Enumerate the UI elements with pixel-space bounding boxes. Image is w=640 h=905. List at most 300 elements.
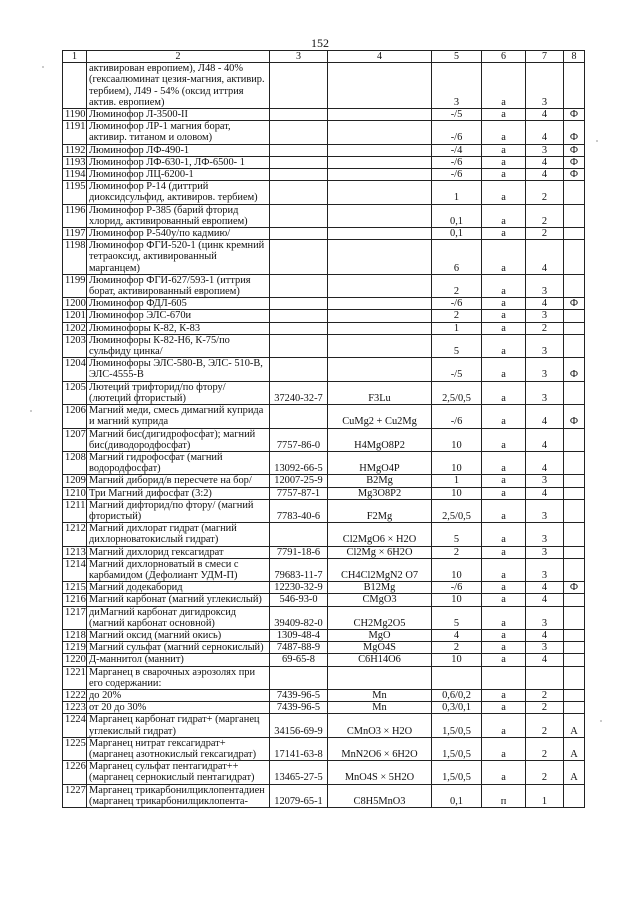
effect-cell bbox=[564, 642, 585, 654]
substance-name-cell: Магний дихлорид гексагидрат bbox=[87, 546, 270, 558]
limit-value-cell: 4 bbox=[432, 629, 482, 641]
hazard-class-cell: 4 bbox=[526, 240, 564, 275]
table-row bbox=[63, 487, 585, 499]
state-cell: a bbox=[482, 702, 526, 714]
effect-cell bbox=[564, 322, 585, 334]
cas-number-cell bbox=[270, 144, 328, 156]
row-number-cell: 1227 bbox=[63, 784, 87, 807]
substance-name-cell: Магний дихлорноватый в смеси с карбамидом (Дефолиант УДМ-П) bbox=[87, 558, 270, 581]
state-cell: a bbox=[482, 737, 526, 760]
row-number-cell: 1219 bbox=[63, 642, 87, 654]
hazard-class-cell: 1 bbox=[526, 784, 564, 807]
effect-cell bbox=[564, 487, 585, 499]
row-number-cell: 1205 bbox=[63, 381, 87, 404]
table-row bbox=[63, 274, 585, 297]
header-cell: 6 bbox=[482, 51, 526, 63]
table-row bbox=[63, 228, 585, 240]
limit-value-cell: 1,5/0,5 bbox=[432, 714, 482, 737]
cas-number-cell bbox=[270, 298, 328, 310]
substance-name-cell: Магний меди, смесь димагний куприда и магний куприда bbox=[87, 405, 270, 428]
limit-value-cell: 10 bbox=[432, 451, 482, 474]
state-cell: a bbox=[482, 558, 526, 581]
row-number-cell: 1209 bbox=[63, 475, 87, 487]
table-row bbox=[63, 428, 585, 451]
formula-cell: Mg3O8P2 bbox=[328, 487, 432, 499]
row-number-cell: 1225 bbox=[63, 737, 87, 760]
formula-cell: CH2Mg2O5 bbox=[328, 606, 432, 629]
cas-number-cell bbox=[270, 358, 328, 381]
limit-value-cell: 1 bbox=[432, 475, 482, 487]
row-number-cell: 1198 bbox=[63, 240, 87, 275]
row-number-cell: 1190 bbox=[63, 109, 87, 121]
limit-value-cell: 0,1 bbox=[432, 784, 482, 807]
substance-name-cell: Магний додекаборид bbox=[87, 582, 270, 594]
table-row bbox=[63, 499, 585, 522]
hazard-class-cell: 3 bbox=[526, 334, 564, 357]
hazard-class-cell: 3 bbox=[526, 381, 564, 404]
row-number-cell: 1215 bbox=[63, 582, 87, 594]
formula-cell: MnN2O6 × 6H2O bbox=[328, 737, 432, 760]
hazard-class-cell: 2 bbox=[526, 714, 564, 737]
table-row bbox=[63, 451, 585, 474]
hazard-class-cell: 4 bbox=[526, 654, 564, 666]
formula-cell: MgO4S bbox=[328, 642, 432, 654]
state-cell: a bbox=[482, 298, 526, 310]
limit-value-cell: -/6 bbox=[432, 298, 482, 310]
hazard-class-cell: 4 bbox=[526, 487, 564, 499]
cas-number-cell: 7439-96-5 bbox=[270, 689, 328, 701]
state-cell: a bbox=[482, 405, 526, 428]
state-cell: a bbox=[482, 546, 526, 558]
substance-name-cell: Люминофор Р-385 (барий фторид хлорид, активированный европием) bbox=[87, 204, 270, 227]
substance-name-cell: от 20 до 30% bbox=[87, 702, 270, 714]
effect-cell: Ф bbox=[564, 121, 585, 144]
limit-value-cell: 10 bbox=[432, 428, 482, 451]
hazard-class-cell: 2 bbox=[526, 322, 564, 334]
hazard-class-cell: 2 bbox=[526, 702, 564, 714]
formula-cell bbox=[328, 298, 432, 310]
table-body bbox=[63, 51, 585, 808]
state-cell: a bbox=[482, 642, 526, 654]
substance-name-cell: Люминофоры ЭЛС-580-В, ЭЛС- 510-В, ЭЛС-4555-В bbox=[87, 358, 270, 381]
limit-value-cell: 5 bbox=[432, 334, 482, 357]
limit-value-cell: -/5 bbox=[432, 358, 482, 381]
row-number-cell: 1222 bbox=[63, 689, 87, 701]
state-cell: a bbox=[482, 714, 526, 737]
effect-cell bbox=[564, 689, 585, 701]
state-cell: a bbox=[482, 204, 526, 227]
cas-number-cell bbox=[270, 322, 328, 334]
row-number-cell: 1192 bbox=[63, 144, 87, 156]
state-cell: a bbox=[482, 428, 526, 451]
limit-value-cell: -/5 bbox=[432, 109, 482, 121]
table-row bbox=[63, 322, 585, 334]
effect-cell: Ф bbox=[564, 144, 585, 156]
header-cell: 8 bbox=[564, 51, 585, 63]
substance-name-cell: Магний бис(дигидрофосфат); магний бис(диводородфосфат) bbox=[87, 428, 270, 451]
cas-number-cell bbox=[270, 240, 328, 275]
state-cell: a bbox=[482, 310, 526, 322]
cas-number-cell: 37240-32-7 bbox=[270, 381, 328, 404]
cas-number-cell: 7783-40-6 bbox=[270, 499, 328, 522]
cas-number-cell bbox=[270, 156, 328, 168]
row-number-cell: 1191 bbox=[63, 121, 87, 144]
row-number-cell: 1195 bbox=[63, 181, 87, 204]
formula-cell: H4MgO8P2 bbox=[328, 428, 432, 451]
table-row bbox=[63, 558, 585, 581]
hazard-class-cell: 2 bbox=[526, 204, 564, 227]
table-row bbox=[63, 784, 585, 807]
effect-cell bbox=[564, 451, 585, 474]
limit-value-cell: -/6 bbox=[432, 405, 482, 428]
substance-name-cell: Марганец карбонат гидрат+ (марганец углекислый гидрат) bbox=[87, 714, 270, 737]
effect-cell: Ф bbox=[564, 358, 585, 381]
table-row bbox=[63, 405, 585, 428]
limit-value-cell: -/6 bbox=[432, 156, 482, 168]
table-row bbox=[63, 204, 585, 227]
limit-value-cell: 1,5/0,5 bbox=[432, 737, 482, 760]
row-number-cell: 1226 bbox=[63, 761, 87, 784]
row-number-cell: 1193 bbox=[63, 156, 87, 168]
hazard-class-cell: 4 bbox=[526, 405, 564, 428]
hazard-class-cell: 3 bbox=[526, 642, 564, 654]
cas-number-cell: 13092-66-5 bbox=[270, 451, 328, 474]
cas-number-cell bbox=[270, 334, 328, 357]
state-cell: a bbox=[482, 606, 526, 629]
formula-cell bbox=[328, 144, 432, 156]
formula-cell: CMgO3 bbox=[328, 594, 432, 606]
limit-value-cell: 5 bbox=[432, 523, 482, 546]
limit-value-cell: 2,5/0,5 bbox=[432, 381, 482, 404]
limit-value-cell bbox=[432, 666, 482, 689]
hazard-class-cell: 4 bbox=[526, 428, 564, 451]
row-number-cell bbox=[63, 63, 87, 109]
state-cell: a bbox=[482, 689, 526, 701]
table-row bbox=[63, 582, 585, 594]
effect-cell bbox=[564, 594, 585, 606]
formula-cell: F2Mg bbox=[328, 499, 432, 522]
limit-value-cell: 6 bbox=[432, 240, 482, 275]
effect-cell: Ф bbox=[564, 405, 585, 428]
header-cell: 3 bbox=[270, 51, 328, 63]
effect-cell bbox=[564, 499, 585, 522]
cas-number-cell: 546-93-0 bbox=[270, 594, 328, 606]
substance-name-cell: Люминофоры К-82, К-83 bbox=[87, 322, 270, 334]
hazard-class-cell: 2 bbox=[526, 737, 564, 760]
header-cell: 7 bbox=[526, 51, 564, 63]
cas-number-cell bbox=[270, 666, 328, 689]
hazard-class-cell: 3 bbox=[526, 475, 564, 487]
limit-value-cell: 1 bbox=[432, 181, 482, 204]
cas-number-cell: 7757-86-0 bbox=[270, 428, 328, 451]
table-row bbox=[63, 334, 585, 357]
table-row bbox=[63, 546, 585, 558]
row-number-cell: 1218 bbox=[63, 629, 87, 641]
cas-number-cell bbox=[270, 181, 328, 204]
substance-name-cell: Магний гидрофосфат (магний водородфосфат) bbox=[87, 451, 270, 474]
header-cell: 2 bbox=[87, 51, 270, 63]
page-number: 152 bbox=[311, 36, 329, 50]
formula-cell bbox=[328, 358, 432, 381]
cas-number-cell bbox=[270, 169, 328, 181]
formula-cell bbox=[328, 121, 432, 144]
scan-speck bbox=[600, 720, 602, 722]
hazard-class-cell: 3 bbox=[526, 499, 564, 522]
row-number-cell: 1197 bbox=[63, 228, 87, 240]
row-number-cell: 1223 bbox=[63, 702, 87, 714]
row-number-cell: 1200 bbox=[63, 298, 87, 310]
formula-cell: Mn bbox=[328, 702, 432, 714]
state-cell: a bbox=[482, 523, 526, 546]
substance-name-cell: Люминофор ЛФ-490-1 bbox=[87, 144, 270, 156]
cas-number-cell bbox=[270, 63, 328, 109]
table-row bbox=[63, 523, 585, 546]
cas-number-cell: 34156-69-9 bbox=[270, 714, 328, 737]
effect-cell bbox=[564, 629, 585, 641]
hazard-class-cell: 4 bbox=[526, 298, 564, 310]
cas-number-cell bbox=[270, 228, 328, 240]
state-cell: a bbox=[482, 381, 526, 404]
hazard-class-cell: 3 bbox=[526, 358, 564, 381]
header-cell: 4 bbox=[328, 51, 432, 63]
substance-name-cell: Люминофор ЛЦ-6200-1 bbox=[87, 169, 270, 181]
formula-cell bbox=[328, 322, 432, 334]
formula-cell bbox=[328, 666, 432, 689]
formula-cell: Cl2Mg × 6H2O bbox=[328, 546, 432, 558]
effect-cell: Ф bbox=[564, 109, 585, 121]
hazard-class-cell: 2 bbox=[526, 228, 564, 240]
state-cell: a bbox=[482, 451, 526, 474]
formula-cell: Cl2MgO6 × H2O bbox=[328, 523, 432, 546]
effect-cell bbox=[564, 310, 585, 322]
cas-number-cell: 17141-63-8 bbox=[270, 737, 328, 760]
header-cell: 1 bbox=[63, 51, 87, 63]
effect-cell bbox=[564, 654, 585, 666]
cas-number-cell: 12007-25-9 bbox=[270, 475, 328, 487]
formula-cell: B12Mg bbox=[328, 582, 432, 594]
substance-name-cell: диМагний карбонат дигидроксид (магний карбонат основной) bbox=[87, 606, 270, 629]
limit-value-cell: 3 bbox=[432, 63, 482, 109]
table-row bbox=[63, 475, 585, 487]
substance-name-cell: Люминофор ФДЛ-605 bbox=[87, 298, 270, 310]
substance-name-cell: Магний оксид (магний окись) bbox=[87, 629, 270, 641]
substance-name-cell: Марганец нитрат гексагидрат+ (марганец азотнокислый гексагидрат) bbox=[87, 737, 270, 760]
hazard-class-cell: 4 bbox=[526, 594, 564, 606]
row-number-cell: 1206 bbox=[63, 405, 87, 428]
row-number-cell: 1213 bbox=[63, 546, 87, 558]
substance-name-cell: Магний диборид/в пересчете на бор/ bbox=[87, 475, 270, 487]
hazard-class-cell: 4 bbox=[526, 121, 564, 144]
formula-cell: MgO bbox=[328, 629, 432, 641]
hazard-class-cell: 3 bbox=[526, 63, 564, 109]
cas-number-cell bbox=[270, 310, 328, 322]
limit-value-cell: 0,1 bbox=[432, 228, 482, 240]
formula-cell: CMnO3 × H2O bbox=[328, 714, 432, 737]
substance-name-cell: Магний дихлорат гидрат (магний дихлорноватокислый гидрат) bbox=[87, 523, 270, 546]
formula-cell bbox=[328, 181, 432, 204]
hazard-class-cell: 2 bbox=[526, 761, 564, 784]
table-row bbox=[63, 156, 585, 168]
table-row bbox=[63, 654, 585, 666]
substance-name-cell: Люминофоры К-82-Н6, К-75/по сульфиду цинка/ bbox=[87, 334, 270, 357]
cas-number-cell bbox=[270, 274, 328, 297]
cas-number-cell bbox=[270, 523, 328, 546]
formula-cell: B2Mg bbox=[328, 475, 432, 487]
row-number-cell: 1210 bbox=[63, 487, 87, 499]
formula-cell: HMgO4P bbox=[328, 451, 432, 474]
state-cell: a bbox=[482, 594, 526, 606]
state-cell: a bbox=[482, 358, 526, 381]
substance-name-cell: Магний карбонат (магний углекислый) bbox=[87, 594, 270, 606]
hazard-class-cell: 3 bbox=[526, 310, 564, 322]
limit-value-cell: 2 bbox=[432, 274, 482, 297]
substance-name-cell: Марганец трикарбонилциклопентадиен (марганец трикарбонилциклопента- bbox=[87, 784, 270, 807]
effect-cell bbox=[564, 274, 585, 297]
table-row bbox=[63, 689, 585, 701]
cas-number-cell: 7439-96-5 bbox=[270, 702, 328, 714]
row-number-cell: 1211 bbox=[63, 499, 87, 522]
state-cell: a bbox=[482, 228, 526, 240]
limit-value-cell: 1,5/0,5 bbox=[432, 761, 482, 784]
hazard-class-cell: 4 bbox=[526, 169, 564, 181]
substance-name-cell: Люминофор ФГИ-627/593-1 (иттрия борат, активированный европием) bbox=[87, 274, 270, 297]
substance-name-cell: Магний сульфат (магний сернокислый) bbox=[87, 642, 270, 654]
table-row bbox=[63, 594, 585, 606]
state-cell: a bbox=[482, 63, 526, 109]
effect-cell bbox=[564, 204, 585, 227]
state-cell: a bbox=[482, 475, 526, 487]
formula-cell bbox=[328, 228, 432, 240]
table-row bbox=[63, 144, 585, 156]
hazard-class-cell: 4 bbox=[526, 582, 564, 594]
formula-cell: C6H14O6 bbox=[328, 654, 432, 666]
cas-number-cell: 79683-11-7 bbox=[270, 558, 328, 581]
effect-cell: Ф bbox=[564, 582, 585, 594]
table-row bbox=[63, 737, 585, 760]
formula-cell bbox=[328, 63, 432, 109]
cas-number-cell: 39409-82-0 bbox=[270, 606, 328, 629]
table-header-row bbox=[63, 51, 585, 63]
row-number-cell: 1220 bbox=[63, 654, 87, 666]
table-row bbox=[63, 109, 585, 121]
effect-cell: Ф bbox=[564, 156, 585, 168]
state-cell: a bbox=[482, 240, 526, 275]
formula-cell bbox=[328, 156, 432, 168]
hazard-class-cell: 2 bbox=[526, 689, 564, 701]
table-row bbox=[63, 629, 585, 641]
formula-cell: CH4Cl2MgN2 O7 bbox=[328, 558, 432, 581]
hazard-class-cell: 4 bbox=[526, 109, 564, 121]
row-number-cell: 1204 bbox=[63, 358, 87, 381]
cas-number-cell: 12230-32-9 bbox=[270, 582, 328, 594]
limit-value-cell: 2 bbox=[432, 642, 482, 654]
substance-name-cell: Магний дифторид/по фтору/ (магний фтористый) bbox=[87, 499, 270, 522]
formula-cell: MnO4S × 5H2O bbox=[328, 761, 432, 784]
limit-value-cell: 10 bbox=[432, 558, 482, 581]
state-cell: a bbox=[482, 181, 526, 204]
formula-cell bbox=[328, 240, 432, 275]
table-row bbox=[63, 358, 585, 381]
table-row bbox=[63, 121, 585, 144]
cas-number-cell bbox=[270, 121, 328, 144]
substance-name-cell: до 20% bbox=[87, 689, 270, 701]
formula-cell bbox=[328, 109, 432, 121]
substances-table bbox=[62, 50, 585, 808]
cas-number-cell bbox=[270, 109, 328, 121]
limit-value-cell: 2 bbox=[432, 546, 482, 558]
limit-value-cell: -/6 bbox=[432, 121, 482, 144]
effect-cell: Ф bbox=[564, 169, 585, 181]
table-row bbox=[63, 169, 585, 181]
effect-cell bbox=[564, 428, 585, 451]
limit-value-cell: 1 bbox=[432, 322, 482, 334]
table-row bbox=[63, 63, 585, 109]
row-number-cell: 1217 bbox=[63, 606, 87, 629]
effect-cell: А bbox=[564, 714, 585, 737]
effect-cell bbox=[564, 666, 585, 689]
limit-value-cell: 0,3/0,1 bbox=[432, 702, 482, 714]
substance-name-cell: Люминофор ЭЛС-670и bbox=[87, 310, 270, 322]
header-cell: 5 bbox=[432, 51, 482, 63]
limit-value-cell: 2 bbox=[432, 310, 482, 322]
formula-cell bbox=[328, 334, 432, 357]
substance-name-cell: Д-маннитол (маннит) bbox=[87, 654, 270, 666]
state-cell: a bbox=[482, 629, 526, 641]
state-cell: п bbox=[482, 784, 526, 807]
formula-cell bbox=[328, 274, 432, 297]
row-number-cell: 1214 bbox=[63, 558, 87, 581]
hazard-class-cell bbox=[526, 666, 564, 689]
substance-name-cell: Люминофор ЛР-1 магния борат, активир. титаном и оловом) bbox=[87, 121, 270, 144]
limit-value-cell: -/4 bbox=[432, 144, 482, 156]
effect-cell bbox=[564, 63, 585, 109]
state-cell: a bbox=[482, 156, 526, 168]
state-cell: a bbox=[482, 121, 526, 144]
state-cell: a bbox=[482, 654, 526, 666]
substance-name-cell: Люминофор Р-14 (диттрий диоксидсульфид, активиров. тербием) bbox=[87, 181, 270, 204]
hazard-class-cell: 3 bbox=[526, 558, 564, 581]
formula-cell: C8H5MnO3 bbox=[328, 784, 432, 807]
cas-number-cell: 1309-48-4 bbox=[270, 629, 328, 641]
hazard-class-cell: 2 bbox=[526, 181, 564, 204]
substance-name-cell: Лютеций трифторид/по фтору/ (лютеций фтористый) bbox=[87, 381, 270, 404]
table-row bbox=[63, 606, 585, 629]
hazard-class-cell: 3 bbox=[526, 144, 564, 156]
effect-cell: Ф bbox=[564, 298, 585, 310]
limit-value-cell: 10 bbox=[432, 654, 482, 666]
row-number-cell: 1194 bbox=[63, 169, 87, 181]
row-number-cell: 1212 bbox=[63, 523, 87, 546]
effect-cell bbox=[564, 558, 585, 581]
row-number-cell: 1203 bbox=[63, 334, 87, 357]
effect-cell bbox=[564, 334, 585, 357]
row-number-cell: 1196 bbox=[63, 204, 87, 227]
table-row bbox=[63, 702, 585, 714]
effect-cell bbox=[564, 784, 585, 807]
cas-number-cell: 12079-65-1 bbox=[270, 784, 328, 807]
effect-cell bbox=[564, 702, 585, 714]
hazard-class-cell: 4 bbox=[526, 156, 564, 168]
formula-cell bbox=[328, 310, 432, 322]
scan-speck bbox=[42, 66, 44, 68]
formula-cell bbox=[328, 169, 432, 181]
state-cell: a bbox=[482, 274, 526, 297]
substance-name-cell: активирован европием), Л48 - 40% (гексаалюминат цезия-магния, активир. тербием), Л49 - 54% (оксид иттрия актив. европием) bbox=[87, 63, 270, 109]
row-number-cell: 1221 bbox=[63, 666, 87, 689]
limit-value-cell: 5 bbox=[432, 606, 482, 629]
hazard-class-cell: 3 bbox=[526, 606, 564, 629]
limit-value-cell: 0,6/0,2 bbox=[432, 689, 482, 701]
